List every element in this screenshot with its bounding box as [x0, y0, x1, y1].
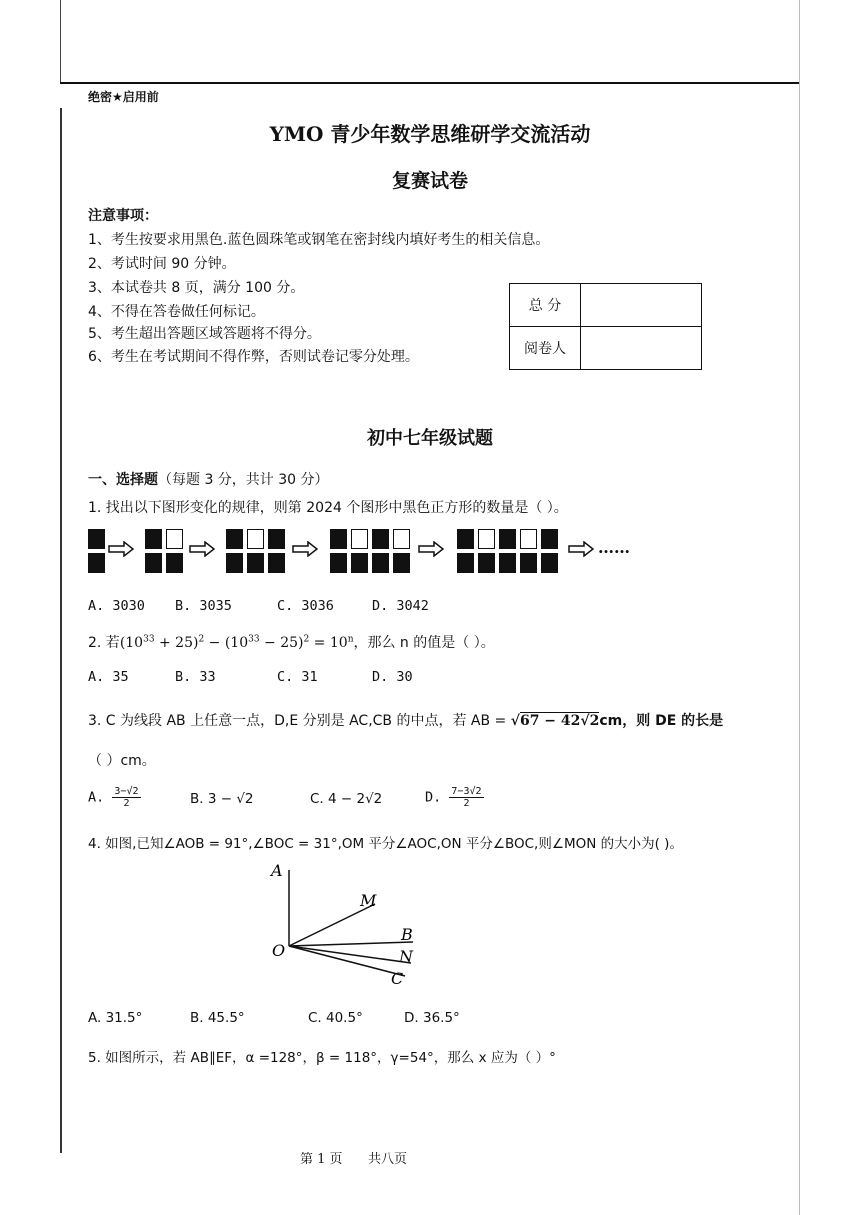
black-square: [226, 553, 243, 573]
label-m: M: [360, 891, 377, 910]
q2-option-b[interactable]: B. 33: [175, 669, 216, 685]
arrow-icon: [189, 541, 215, 557]
total-score-label: 总 分: [510, 284, 581, 327]
black-square: [499, 553, 516, 573]
q3-option-d-label: D.: [425, 789, 442, 806]
q3-option-a[interactable]: [88, 786, 141, 809]
white-square: [520, 529, 537, 549]
arrow-icon: [292, 541, 318, 557]
black-square: [330, 529, 347, 549]
page-left-border: [60, 108, 62, 1153]
angle-figure: [265, 858, 425, 993]
label-n: N: [399, 947, 413, 966]
ray-om: [289, 904, 375, 946]
note-item: 6、考生在考试期间不得作弊，否则试卷记零分处理。: [88, 349, 419, 365]
q3-option-d[interactable]: [425, 786, 484, 809]
black-square: [145, 553, 162, 573]
exam-subtitle: 复赛试卷: [391, 170, 468, 192]
page-top-left-rule: [60, 0, 61, 82]
black-square: [478, 553, 495, 573]
label-b: B: [401, 925, 413, 944]
black-square: [372, 529, 389, 549]
black-square: [541, 553, 558, 573]
black-square: [145, 529, 162, 549]
section-heading: [88, 469, 329, 489]
q2-prefix: 2. 若: [88, 635, 120, 651]
q4-option-b[interactable]: B. 45.5°: [190, 1010, 245, 1026]
q1-option-b[interactable]: B. 3035: [175, 598, 232, 614]
label-a: A: [271, 861, 283, 880]
white-square: [166, 529, 183, 549]
q2-suffix: ，那么 n 的值是（ ）。: [353, 635, 495, 651]
arrow-icon: [108, 541, 134, 557]
black-square: [226, 529, 243, 549]
black-square: [372, 553, 389, 573]
note-item: 3、本试卷共 8 页，满分 100 分。: [88, 280, 305, 296]
q3-line1a: 3. C 为线段 AB 上任意一点，D,E 分别是 AC,CB 的中点，若 AB =: [88, 713, 507, 729]
black-square: [457, 529, 474, 549]
note-item: 2、考试时间 90 分钟。: [88, 256, 236, 272]
q3-option-d-fraction: $\frac{7-3√2}{2}$: [451, 786, 482, 809]
footer-page-total: 共八页: [368, 1152, 408, 1167]
black-square: [541, 529, 558, 549]
black-square: [330, 553, 347, 573]
q3-option-a-label: A.: [88, 789, 105, 806]
score-table: [509, 283, 702, 370]
q3-line1b: cm，则 DE 的长是: [599, 713, 724, 729]
white-square: [247, 529, 264, 549]
page-top-rule: [60, 82, 800, 84]
secret-mark: 绝密★启用前: [88, 90, 159, 104]
black-square: [88, 553, 105, 573]
q2-equation: $(10^{33} + 25)^2 - (10^{33} - 25)^2 = 10^n$: [119, 634, 354, 651]
q2-option-c[interactable]: C. 31: [277, 669, 318, 685]
note-item: 4、不得在答卷做任何标记。: [88, 304, 265, 320]
label-o: O: [272, 941, 286, 960]
white-square: [478, 529, 495, 549]
q4-option-a[interactable]: A. 31.5°: [88, 1010, 143, 1026]
black-square: [520, 553, 537, 573]
ray-ob: [289, 942, 413, 946]
question-4-text: 4. 如图,已知∠AOB = 91°,∠BOC = 31°,OM 平分∠AOC,ON 平分∠BOC,则∠MON 的大小为( )。: [88, 836, 683, 852]
question-5-text: 5. 如图所示，若 AB∥EF，α =128°，β = 118°，γ=54°，那么 x 应为（ ）°: [88, 1050, 556, 1066]
q4-option-d[interactable]: D. 36.5°: [404, 1010, 460, 1026]
black-square: [499, 529, 516, 549]
ray-on: [289, 946, 411, 963]
q3-option-c[interactable]: C. 4 − 2√2: [310, 791, 383, 807]
q3-option-a-fraction: $\frac{3-√2}{2}$: [114, 786, 139, 809]
black-square: [393, 553, 410, 573]
section-heading-title: 一、选择题: [88, 472, 158, 488]
total-score-cell[interactable]: [581, 284, 702, 327]
q1-option-d[interactable]: D. 3042: [372, 598, 429, 614]
exam-title: YMO 青少年数学思维研学交流活动: [269, 122, 591, 146]
white-square: [351, 529, 368, 549]
black-square: [268, 529, 285, 549]
note-item: 1、考生按要求用黑色.蓝色圆珠笔或钢笔在密封线内填好考生的相关信息。: [88, 232, 550, 248]
black-square: [351, 553, 368, 573]
figure-ellipsis: ……: [598, 538, 630, 557]
section-heading-note: （每题 3 分，共计 30 分）: [158, 472, 329, 488]
q3-ab-value: √67 − 42√2: [510, 713, 600, 729]
q3-option-b[interactable]: B. 3 − √2: [190, 791, 254, 807]
notes-heading: 注意事项：: [88, 208, 158, 224]
white-square: [393, 529, 410, 549]
footer-page-number: 第 1 页: [300, 1152, 343, 1167]
ray-oc: [289, 946, 405, 976]
black-square: [247, 553, 264, 573]
black-square: [457, 553, 474, 573]
question-3-line1: [88, 710, 723, 730]
arrow-icon: [418, 541, 444, 557]
black-square: [268, 553, 285, 573]
q2-option-d[interactable]: D. 30: [372, 669, 413, 685]
q4-option-c[interactable]: C. 40.5°: [308, 1010, 363, 1026]
grader-cell[interactable]: [581, 327, 702, 370]
question-2-text: [88, 632, 495, 652]
question-3-line2: （ ）cm。: [88, 753, 156, 769]
q1-option-c[interactable]: C. 3036: [277, 598, 334, 614]
grader-label: 阅卷人: [510, 327, 581, 370]
note-item: 5、考生超出答题区域答题将不得分。: [88, 326, 321, 342]
black-square: [166, 553, 183, 573]
q1-option-a[interactable]: A. 3030: [88, 598, 145, 614]
question-1-text: 1. 找出以下图形变化的规律，则第 2024 个图形中黑色正方形的数量是（ ）。: [88, 500, 568, 516]
arrow-icon: [568, 541, 594, 557]
q2-option-a[interactable]: A. 35: [88, 669, 129, 685]
label-c: C: [391, 969, 404, 988]
grade-title: 初中七年级试题: [367, 428, 493, 449]
black-square: [88, 529, 105, 549]
